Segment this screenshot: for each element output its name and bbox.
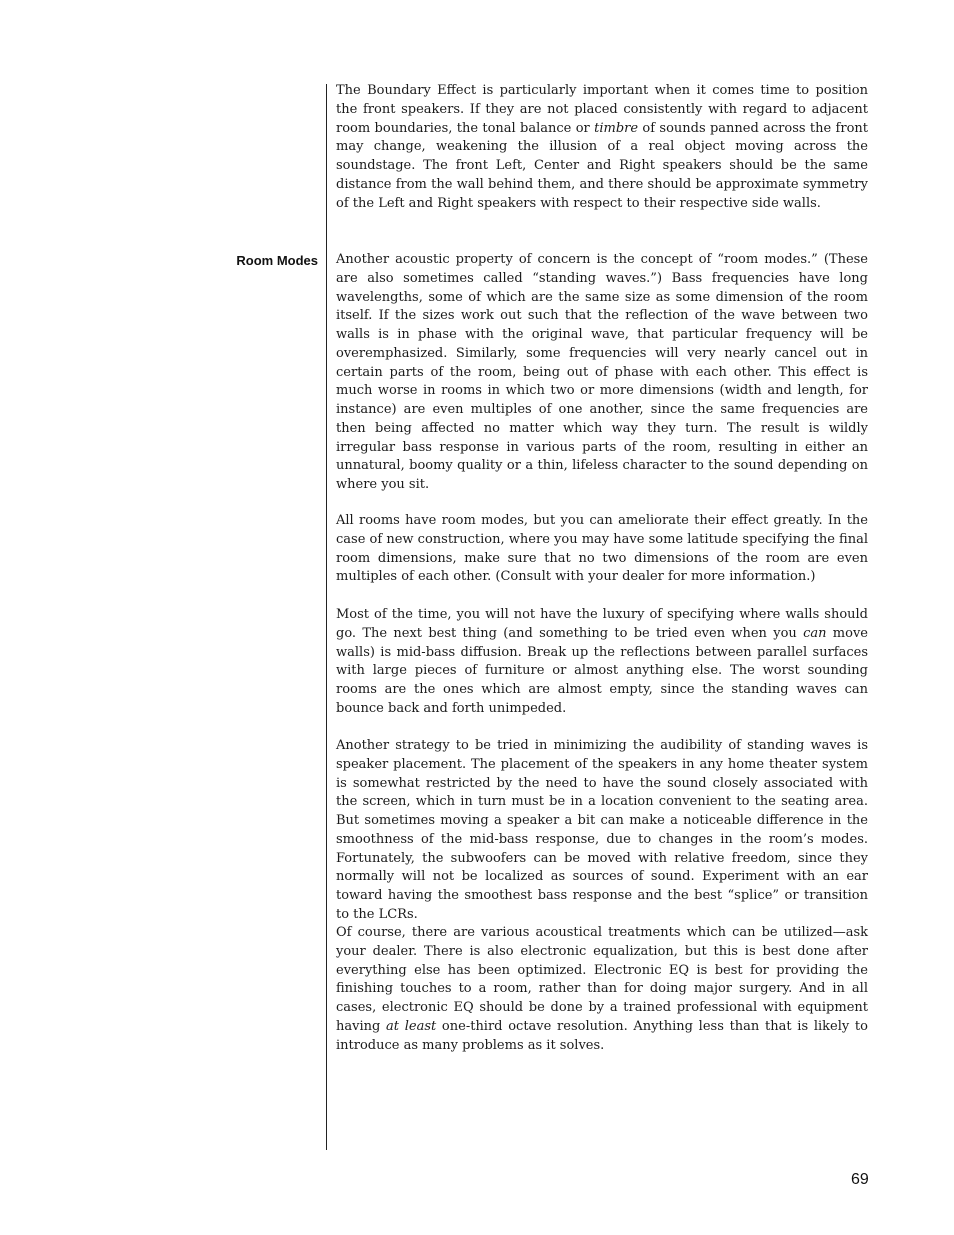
text-run: of sounds panned across the front may change, weakening the illusion of a real object moving across the soundstage. The front Left, Center and Right speakers should be the same distance from the wall behind them, and there should be approximate symmetry of the Left and Right speakers with respect to their respective side walls. bbox=[336, 120, 868, 211]
room-modes-paragraph-2 bbox=[336, 512, 868, 587]
text-run: The Boundary Effect is particularly important when it comes time to position the front speakers. If they are not placed consistently with regard to adjacent room boundaries, the tonal balance or bbox=[336, 83, 868, 136]
text-run: one-third octave resolution. Anything less than that is likely to introduce as many problems as it solves. bbox=[336, 1018, 868, 1053]
page-number: 69 bbox=[851, 1171, 869, 1188]
emphasis-text: can bbox=[803, 625, 827, 641]
paragraph: Another strategy to be tried in minimizing the audibility of standing waves is speaker placement. The placement of the speakers in any home theater system is somewhat restricted by the need to have the sound closely associated with the screen, which in turn must be in a location convenient to the seating area. But sometimes moving a speaker a bit can make a noticeable difference in the smoothness of the mid-bass response, due to changes in the room’s modes. Fortunately, the subwoofers can be moved with relative freedom, since they normally will not be localized as sources of sound. Experiment with an ear toward having the smoothest bass response and the best “splice” or transition to the LCRs. bbox=[336, 738, 868, 922]
room-modes-paragraph-1 bbox=[336, 251, 868, 495]
text-run: move walls) is mid-bass diffusion. Break up the reflections between parallel surfaces with large pieces of furniture or almost anything else. The worst sounding rooms are the ones which are almost empty, since the standing waves can bounce back and forth unimpeded. bbox=[336, 625, 868, 716]
paragraph: All rooms have room modes, but you can ameliorate their effect greatly. In the case of new construction, where you may have some latitude specifying the final room dimensions, make sure that no two dimensions of the room are even multiples of each other. (Consult with your dealer for more information.) bbox=[336, 513, 868, 585]
side-heading-room-modes: Room Modes bbox=[236, 253, 318, 268]
emphasis-text: timbre bbox=[594, 120, 639, 136]
paragraph bbox=[336, 924, 868, 1055]
paragraph: Another acoustic property of concern is the concept of “room modes.” (These are also sometimes called “standing waves.”) Bass frequencies have long wavelengths, some of which are the same size as some dimension of the room itself. If the sizes work out such that the reflection of the wave between two walls is in phase with the original wave, that particular frequency will be overemphasized. Similarly, some frequencies will very nearly cancel out in certain parts of the room, being out of phase with each other. This effect is much worse in rooms in which two or more dimensions (width and length, for instance) are even multiples of one another, since the same frequencies are then being affected no matter which way they turn. The result is wildly irregular bass response in various parts of the room, resulting in either an unnatural, boomy quality or a thin, lifeless character to the sound depending on where you sit. bbox=[336, 252, 868, 492]
room-modes-paragraph-4 bbox=[336, 737, 868, 925]
boundary-effect-section bbox=[336, 82, 868, 213]
margin-rule bbox=[326, 84, 327, 1150]
paragraph bbox=[336, 606, 868, 719]
text-run: Most of the time, you will not have the luxury of specifying where walls should go. The next best thing (and something to be tried even when you bbox=[336, 607, 868, 641]
text-run: Of course, there are various acoustical treatments which can be utilized—ask your dealer. There is also electronic equalization, but this is best done after everything else has been optimized. Electronic EQ is best for providing the finishing touches to a room, rather than for doing major surgery. And in all cases, electronic EQ should be done by a trained professional with equipment having bbox=[336, 925, 868, 1034]
room-modes-paragraph-5 bbox=[336, 924, 868, 1055]
emphasis-text: at least bbox=[386, 1018, 437, 1034]
boundary-effect-paragraph bbox=[336, 82, 868, 213]
room-modes-paragraph-3 bbox=[336, 606, 868, 719]
